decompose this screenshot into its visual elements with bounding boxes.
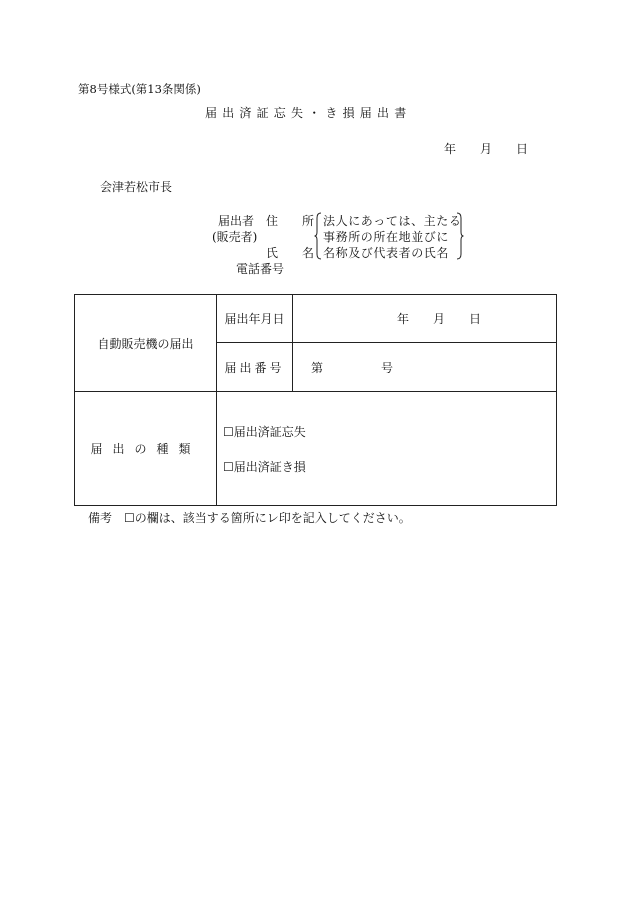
option-damaged[interactable] [223, 458, 556, 475]
left-brace-icon [314, 212, 322, 260]
date-day-label: 日 [516, 142, 529, 156]
footnote: 備考 ☐の欄は、該当する箇所にレ印を記入してください。 [88, 511, 411, 525]
option-label: 届出済証き損 [233, 459, 306, 474]
notification-type-header: 届出の種類 [75, 392, 217, 506]
field-month-label: 月 [433, 312, 446, 327]
reporter-label: 届出者 [218, 214, 255, 228]
checkbox-icon[interactable]: ☐ [223, 424, 234, 439]
right-brace-icon [456, 212, 464, 260]
option-label: 届出済証忘失 [233, 424, 306, 439]
reporter-sub-label: (販売者) [212, 230, 258, 244]
notification-date-label: 届出年月日 [217, 295, 293, 343]
notification-number-label: 届出番号 [217, 343, 293, 392]
addressee: 会津若松市長 [100, 180, 173, 194]
notification-table [74, 294, 557, 506]
field-day-label: 日 [469, 312, 482, 327]
checkbox-icon[interactable]: ☐ [223, 459, 234, 474]
submission-date [444, 143, 528, 155]
corporate-note-line: 法人にあっては、主たる [323, 214, 462, 228]
notification-number-field[interactable] [293, 343, 557, 392]
option-lost[interactable] [223, 423, 556, 440]
address-label: 住 所 [266, 214, 315, 228]
number-suffix: 号 [381, 360, 394, 375]
field-year-label: 年 [397, 312, 410, 327]
date-month-label: 月 [480, 142, 493, 156]
document-title: 届出済証忘失・き損届出書 [205, 106, 412, 120]
form-number: 第8号様式(第13条関係) [78, 82, 201, 96]
name-label: 氏 名 [266, 246, 315, 260]
number-prefix: 第 [311, 360, 324, 375]
vending-machine-header: 自動販売機の届出 [75, 295, 217, 392]
notification-date-field[interactable] [293, 295, 557, 343]
corporate-note-line: 名称及び代表者の氏名 [323, 246, 450, 260]
date-year-label: 年 [444, 142, 457, 156]
notification-type-options [217, 392, 557, 506]
phone-label: 電話番号 [236, 262, 285, 276]
corporate-note-line: 事務所の所在地並びに [323, 230, 450, 244]
